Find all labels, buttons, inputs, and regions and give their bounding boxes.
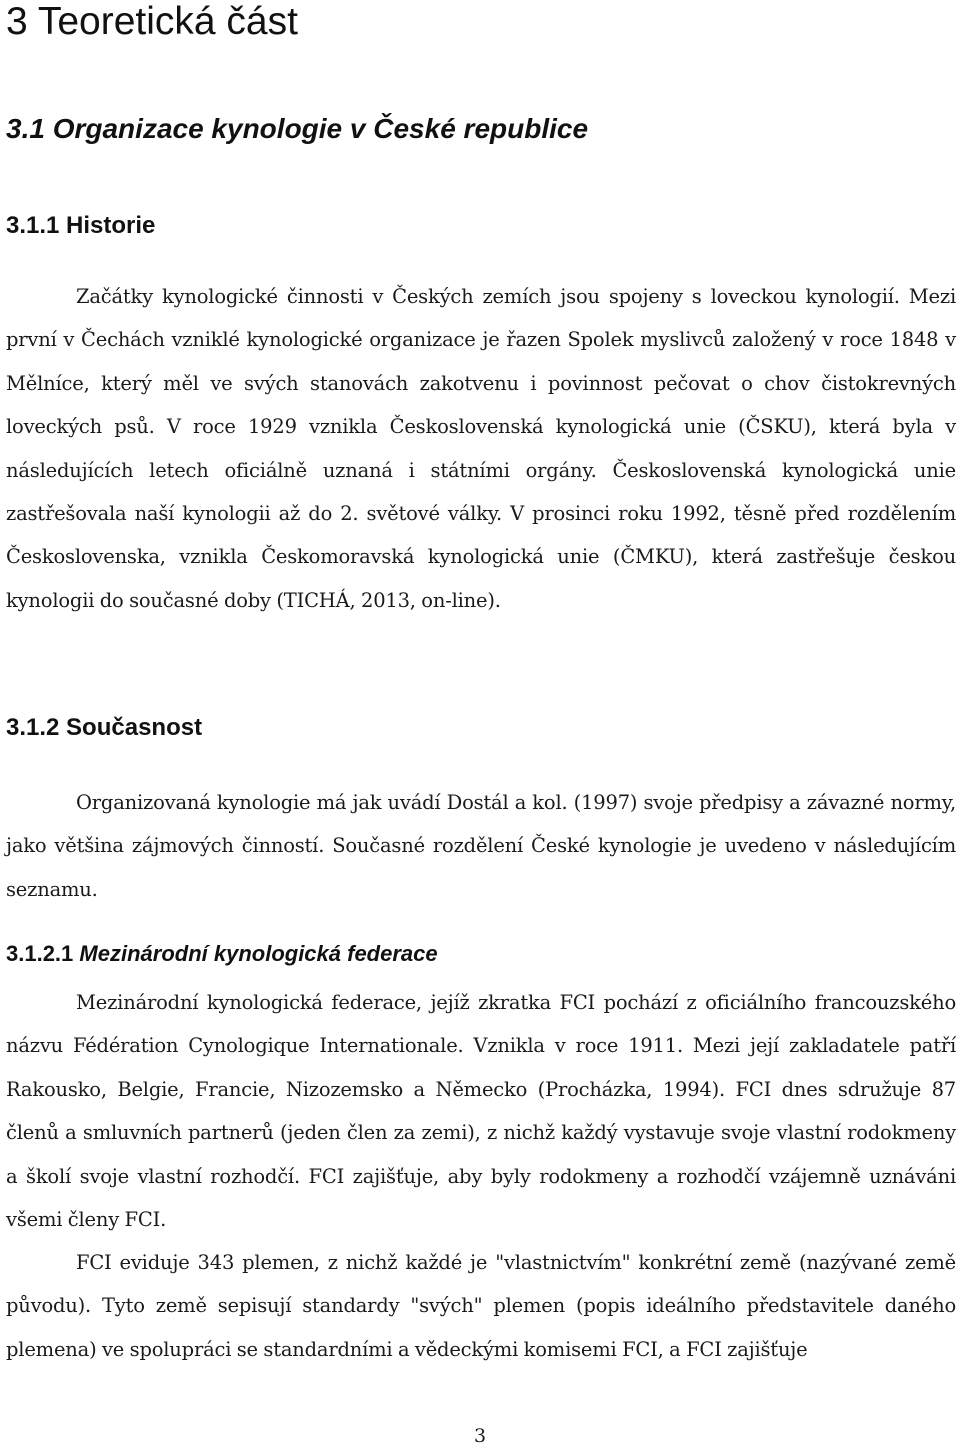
- fci-paragraph-2: FCI eviduje 343 plemen, z nichž každé je "vlastnictvím" konkrétní země (nazývané země původu). Tyto země sepisují standardy "svých" plemen (popis ideálního představitele daného plemena) ve spolupráci se standardními a vědeckými komisemi FCI, a FCI zajišťuje: [6, 1251, 956, 1361]
- present-paragraph: Organizovaná kynologie má jak uvádí Dostál a kol. (1997) svoje předpisy a závazné normy, jako většina zájmových činností. Současné rozdělení České kynologie je uvedeno v následujícím seznamu.: [6, 791, 956, 901]
- history-paragraph: Začátky kynologické činnosti v Českých zemích jsou spojeny s loveckou kynologií. Mezi první v Čechách vzniklé kynologické organizace je řazen Spolek myslivců založený v roce 1848 v Mělníce, který měl ve svých stanovách zakotvenu i povinnost pečovat o chov čistokrevných loveckých psů. V roce 1929 vznikla Československá kynologická unie (ČSKU), která byla v následujících letech oficiálně uznaná i státními orgány. Československá kynologická unie zastřešovala naší kynologii až do 2. světové války. V prosinci roku 1992, těsně před rozdělením Československa, vznikla Českomoravská kynologická unie (ČMKU), která zastřešuje českou kynologii do současné doby (TICHÁ, 2013, on-line).: [6, 285, 956, 612]
- page-number: 3: [473, 1425, 487, 1447]
- fci-heading: [6, 940, 438, 968]
- present-heading: 3.1.2 Současnost: [6, 714, 203, 741]
- fci-heading-number: 3.1.2.1: [6, 941, 74, 966]
- history-heading: 3.1.1 Historie: [6, 212, 156, 239]
- fci-heading-title: Mezinárodní kynologická federace: [79, 941, 438, 966]
- chapter-heading: 3 Teoretická část: [6, 0, 298, 43]
- section-heading: 3.1 Organizace kynologie v České republice: [6, 113, 589, 144]
- fci-paragraph-1: Mezinárodní kynologická federace, jejíž zkratka FCI pochází z oficiálního francouzského názvu Fédération Cynologique Internationale. Vznikla v roce 1911. Mezi její zakladatele patří Rakousko, Belgie, Francie, Nizozemsko a Německo (Procházka, 1994). FCI dnes sdružuje 87 členů a smluvních partnerů (jeden člen za zemi), z nichž každý vystavuje svoje vlastní rodokmeny a školí svoje vlastní rozhodčí. FCI zajišťuje, aby byly rodokmeny a rozhodčí vzájemně uznáváni všemi členy FCI.: [6, 991, 956, 1232]
